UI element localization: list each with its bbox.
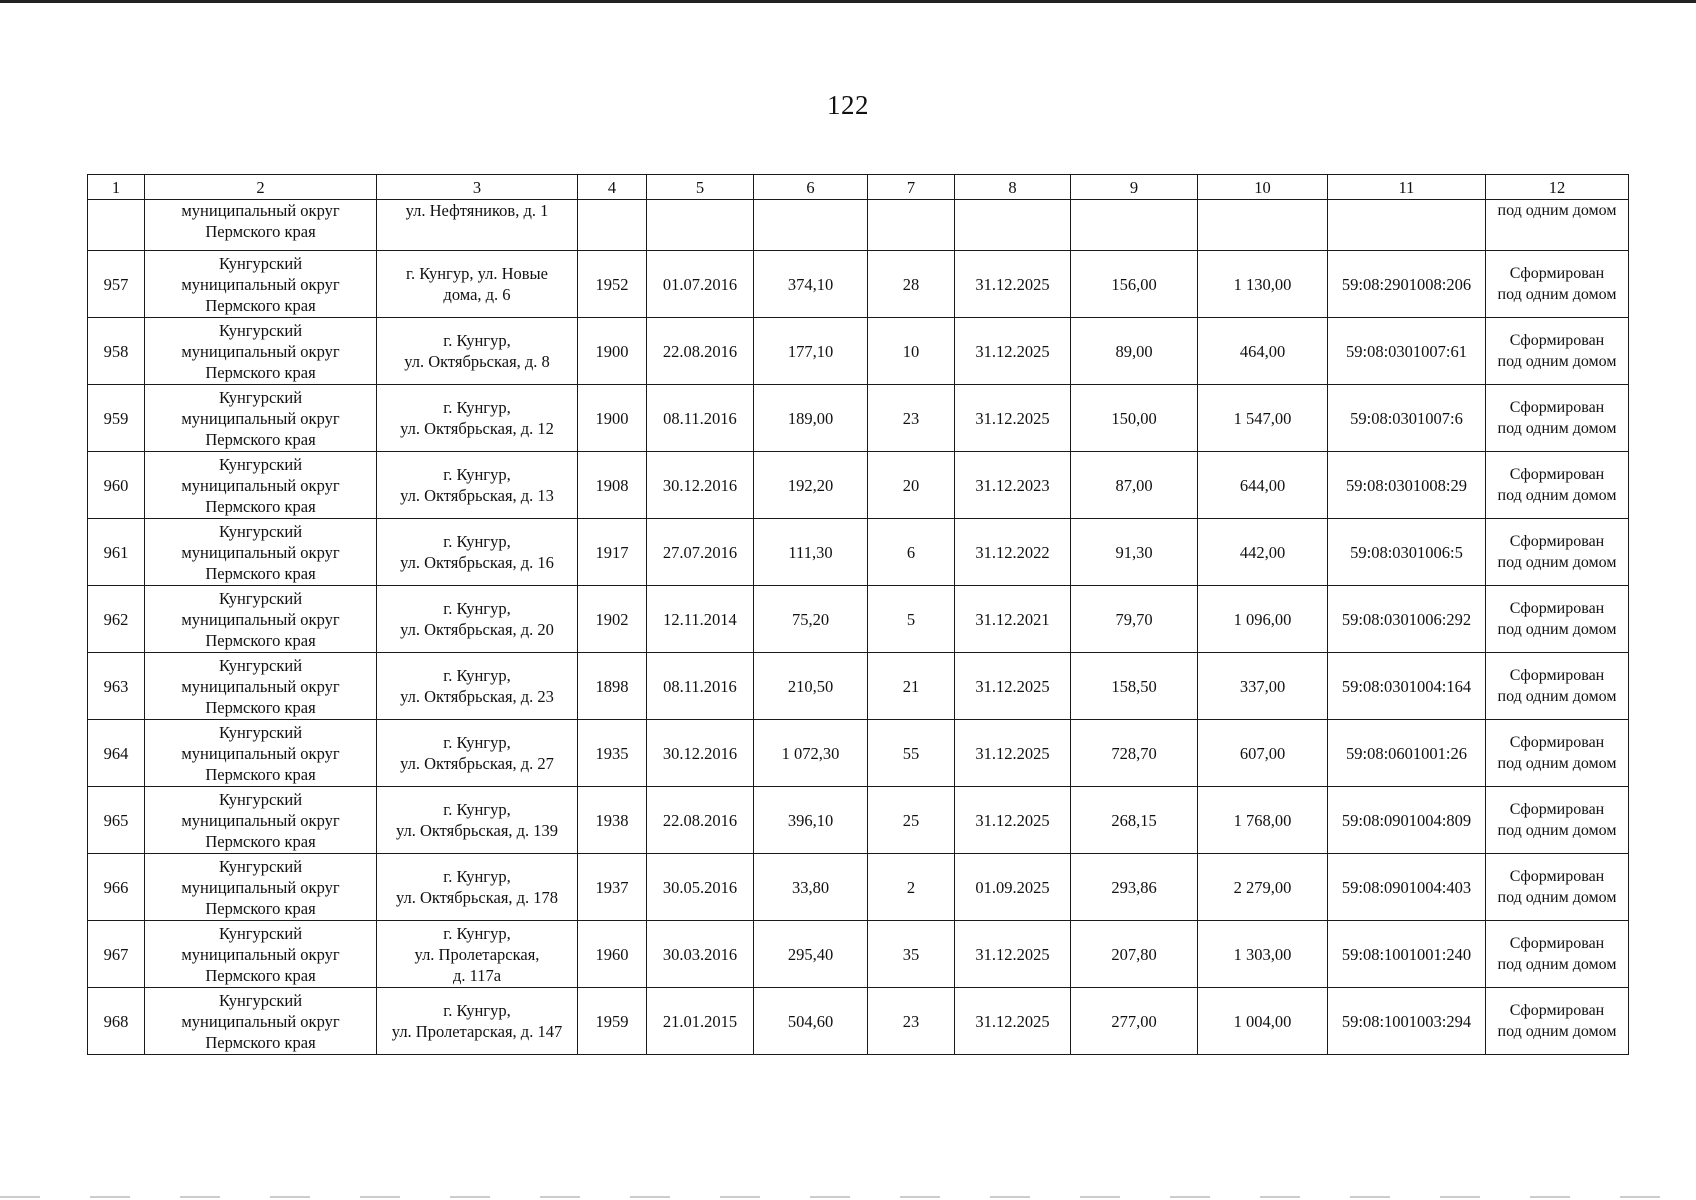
cell-area: 295,40 <box>754 921 868 988</box>
address-line: ул. Октябрьская, д. 178 <box>395 888 559 907</box>
cell-number: 962 <box>88 586 145 653</box>
cell-value-9: 207,80 <box>1071 921 1198 988</box>
cell-status <box>1486 921 1629 988</box>
cell-municipality <box>145 988 377 1055</box>
table-row <box>88 720 1629 787</box>
municipality-line: Пермского края <box>205 965 316 985</box>
table-row <box>88 653 1629 720</box>
cell-year-built: 1960 <box>578 921 647 988</box>
status-line: Сформирован <box>1509 935 1605 952</box>
cell-area: 75,20 <box>754 586 868 653</box>
cell-status <box>1486 385 1629 452</box>
cell-value-9 <box>1071 200 1198 251</box>
cell-date: 08.11.2016 <box>647 385 754 452</box>
cell-municipality <box>145 921 377 988</box>
cell-value-9: 91,30 <box>1071 519 1198 586</box>
cell-address <box>377 586 578 653</box>
address-line: г. Кунгур, <box>443 532 511 551</box>
municipality-line: Пермского края <box>205 898 316 918</box>
municipality-line: муниципальный округ <box>181 475 340 495</box>
cell-area <box>754 200 868 251</box>
cell-area: 33,80 <box>754 854 868 921</box>
cell-value-9: 79,70 <box>1071 586 1198 653</box>
cell-number: 966 <box>88 854 145 921</box>
status-line: под одним домом <box>1497 822 1617 839</box>
cell-municipality <box>145 720 377 787</box>
column-header-5: 5 <box>647 175 754 200</box>
cell-value-9: 158,50 <box>1071 653 1198 720</box>
status-line: под одним домом <box>1497 688 1617 705</box>
address-line: ул. Октябрьская, д. 20 <box>400 620 554 639</box>
table-row <box>88 318 1629 385</box>
cell-deadline <box>955 200 1071 251</box>
address-line: г. Кунгур, <box>443 599 511 618</box>
municipality-line: Пермского края <box>205 630 316 650</box>
municipality-line: Кунгурский <box>218 789 303 809</box>
table-row <box>88 385 1629 452</box>
column-header-3: 3 <box>377 175 578 200</box>
cell-residents: 25 <box>868 787 955 854</box>
cell-cadastral-number: 59:08:1001001:240 <box>1328 921 1486 988</box>
cell-number: 964 <box>88 720 145 787</box>
cell-area: 111,30 <box>754 519 868 586</box>
cell-date: 30.12.2016 <box>647 720 754 787</box>
cell-deadline: 31.12.2025 <box>955 988 1071 1055</box>
municipality-line: Кунгурский <box>218 722 303 742</box>
cell-value-9: 89,00 <box>1071 318 1198 385</box>
cell-municipality <box>145 318 377 385</box>
municipality-line: Пермского края <box>205 563 316 583</box>
cell-municipality <box>145 251 377 318</box>
cell-cadastral-number: 59:08:0301006:292 <box>1328 586 1486 653</box>
municipality-line: Кунгурский <box>218 454 303 474</box>
cell-value-10: 1 768,00 <box>1198 787 1328 854</box>
cell-address <box>377 720 578 787</box>
cell-area: 374,10 <box>754 251 868 318</box>
cell-year-built: 1952 <box>578 251 647 318</box>
scan-edge-artifact <box>0 1196 1696 1198</box>
cell-date: 08.11.2016 <box>647 653 754 720</box>
cell-date: 30.12.2016 <box>647 452 754 519</box>
address-line: ул. Октябрьская, д. 13 <box>400 486 554 505</box>
address-line: г. Кунгур, <box>443 867 511 886</box>
cell-municipality <box>145 854 377 921</box>
municipality-line: муниципальный округ <box>181 743 340 763</box>
cell-deadline: 31.12.2025 <box>955 653 1071 720</box>
cell-deadline: 31.12.2025 <box>955 251 1071 318</box>
status-line: Сформирован <box>1509 466 1605 483</box>
address-line: ул. Октябрьская, д. 27 <box>400 754 554 773</box>
municipality-line: Пермского края <box>205 831 316 851</box>
cell-value-10: 1 004,00 <box>1198 988 1328 1055</box>
municipality-line: Кунгурский <box>218 923 303 943</box>
cell-municipality <box>145 519 377 586</box>
cell-cadastral-number: 59:08:0301008:29 <box>1328 452 1486 519</box>
cell-cadastral-number: 59:08:0301004:164 <box>1328 653 1486 720</box>
cell-cadastral-number: 59:08:0301007:6 <box>1328 385 1486 452</box>
status-line: под одним домом <box>1497 286 1617 303</box>
municipality-line: Пермского края <box>205 697 316 717</box>
municipality-line: Пермского края <box>205 429 316 449</box>
status-line: Сформирован <box>1509 265 1605 282</box>
municipality-line: муниципальный округ <box>181 877 340 897</box>
cell-municipality <box>145 385 377 452</box>
municipality-line: муниципальный округ <box>181 408 340 428</box>
cell-status <box>1486 586 1629 653</box>
address-line: ул. Октябрьская, д. 8 <box>404 352 550 371</box>
column-header-11: 11 <box>1328 175 1486 200</box>
cell-date: 22.08.2016 <box>647 318 754 385</box>
cell-number: 968 <box>88 988 145 1055</box>
table-row <box>88 452 1629 519</box>
column-header-2: 2 <box>145 175 377 200</box>
cell-cadastral-number: 59:08:1001003:294 <box>1328 988 1486 1055</box>
cell-status <box>1486 988 1629 1055</box>
cell-value-10: 1 130,00 <box>1198 251 1328 318</box>
cell-value-9: 277,00 <box>1071 988 1198 1055</box>
cell-area: 1 072,30 <box>754 720 868 787</box>
cell-status <box>1486 787 1629 854</box>
cell-residents: 10 <box>868 318 955 385</box>
cell-value-9: 156,00 <box>1071 251 1198 318</box>
table-row <box>88 921 1629 988</box>
cell-area: 189,00 <box>754 385 868 452</box>
cell-number: 961 <box>88 519 145 586</box>
cell-year-built: 1935 <box>578 720 647 787</box>
cell-address <box>377 318 578 385</box>
status-line: под одним домом <box>1497 554 1617 571</box>
address-line: ул. Пролетарская, <box>414 944 540 964</box>
cell-deadline: 31.12.2025 <box>955 385 1071 452</box>
municipality-line: Кунгурский <box>218 655 303 675</box>
status-line: под одним домом <box>1497 621 1617 638</box>
cell-deadline: 31.12.2025 <box>955 787 1071 854</box>
table-row <box>88 586 1629 653</box>
cell-year-built: 1900 <box>578 385 647 452</box>
cell-area: 177,10 <box>754 318 868 385</box>
table-row <box>88 787 1629 854</box>
municipality-line: Пермского края <box>205 1032 316 1052</box>
cell-value-9: 293,86 <box>1071 854 1198 921</box>
municipality-line: муниципальный округ <box>181 676 340 696</box>
cell-address <box>377 452 578 519</box>
cell-year-built: 1908 <box>578 452 647 519</box>
cell-number: 959 <box>88 385 145 452</box>
cell-value-9: 87,00 <box>1071 452 1198 519</box>
cell-deadline: 31.12.2021 <box>955 586 1071 653</box>
cell-date <box>647 200 754 251</box>
status-line: под одним домом <box>1497 1023 1617 1040</box>
column-header-1: 1 <box>88 175 145 200</box>
cell-number <box>88 200 145 251</box>
municipality-line: муниципальный округ <box>181 810 340 830</box>
cell-number: 965 <box>88 787 145 854</box>
housing-registry-table <box>87 174 1629 1055</box>
table-row <box>88 988 1629 1055</box>
column-header-12: 12 <box>1486 175 1629 200</box>
cell-date: 12.11.2014 <box>647 586 754 653</box>
cell-area: 396,10 <box>754 787 868 854</box>
status-line: Сформирован <box>1509 801 1605 818</box>
municipality-line: Пермского края <box>205 764 316 784</box>
cell-area: 504,60 <box>754 988 868 1055</box>
status-line: под одним домом <box>1497 420 1617 437</box>
address-line: г. Кунгур, ул. Новые <box>406 264 548 283</box>
municipality-line: муниципальный округ <box>181 274 340 294</box>
municipality-line: муниципальный округ <box>181 1011 340 1031</box>
column-header-9: 9 <box>1071 175 1198 200</box>
cell-area: 192,20 <box>754 452 868 519</box>
address-line: ул. Октябрьская, д. 16 <box>400 553 554 572</box>
address-line: ул. Октябрьская, д. 139 <box>395 821 559 840</box>
cell-year-built: 1917 <box>578 519 647 586</box>
cell-municipality <box>145 586 377 653</box>
status-line: под одним домом <box>1497 889 1617 906</box>
column-header-7: 7 <box>868 175 955 200</box>
column-header-6: 6 <box>754 175 868 200</box>
cell-address <box>377 787 578 854</box>
municipality-line: Кунгурский <box>218 588 303 608</box>
municipality-line: муниципальный округ <box>181 944 340 964</box>
column-header-10: 10 <box>1198 175 1328 200</box>
cell-year-built: 1898 <box>578 653 647 720</box>
cell-address <box>377 854 578 921</box>
cell-value-9: 268,15 <box>1071 787 1198 854</box>
top-border-line <box>0 0 1696 3</box>
status-line: Сформирован <box>1509 399 1605 416</box>
cell-date: 30.03.2016 <box>647 921 754 988</box>
status-line: Сформирован <box>1509 734 1605 751</box>
municipality-line: Кунгурский <box>218 320 303 340</box>
cell-value-10 <box>1198 200 1328 251</box>
cell-status <box>1486 251 1629 318</box>
municipality-line: Пермского края <box>205 496 316 516</box>
status-line: Сформирован <box>1509 332 1605 349</box>
cell-residents: 20 <box>868 452 955 519</box>
cell-residents: 23 <box>868 988 955 1055</box>
status-line: под одним домом <box>1497 755 1617 772</box>
cell-status <box>1486 720 1629 787</box>
status-line: Сформирован <box>1509 533 1605 550</box>
address-line: г. Кунгур, <box>443 733 511 752</box>
cell-residents: 28 <box>868 251 955 318</box>
address-line: дома, д. 6 <box>443 285 511 304</box>
cell-deadline: 31.12.2025 <box>955 720 1071 787</box>
address-line: г. Кунгур, <box>443 465 511 484</box>
status-line: Сформирован <box>1509 868 1605 885</box>
cell-year-built: 1937 <box>578 854 647 921</box>
address-line: ул. Октябрьская, д. 12 <box>400 419 554 438</box>
cell-value-10: 464,00 <box>1198 318 1328 385</box>
municipality-line: муниципальный округ <box>181 609 340 629</box>
cell-deadline: 31.12.2025 <box>955 921 1071 988</box>
status-line: под одним домом <box>1497 353 1617 370</box>
cell-cadastral-number: 59:08:0601001:26 <box>1328 720 1486 787</box>
cell-address <box>377 519 578 586</box>
address-line: г. Кунгур, <box>443 666 511 685</box>
cell-cadastral-number: 59:08:0301007:61 <box>1328 318 1486 385</box>
cell-year-built <box>578 200 647 251</box>
cell-deadline: 31.12.2022 <box>955 519 1071 586</box>
cell-number: 958 <box>88 318 145 385</box>
column-header-8: 8 <box>955 175 1071 200</box>
cell-date: 27.07.2016 <box>647 519 754 586</box>
cell-value-10: 2 279,00 <box>1198 854 1328 921</box>
cell-value-9: 150,00 <box>1071 385 1198 452</box>
cell-deadline: 01.09.2025 <box>955 854 1071 921</box>
cell-municipality <box>145 452 377 519</box>
cell-year-built: 1959 <box>578 988 647 1055</box>
cell-number: 967 <box>88 921 145 988</box>
cell-status <box>1486 452 1629 519</box>
cell-address <box>377 653 578 720</box>
cell-status <box>1486 318 1629 385</box>
cell-residents: 23 <box>868 385 955 452</box>
cell-status <box>1486 854 1629 921</box>
cell-status <box>1486 653 1629 720</box>
municipality-line: муниципальный округ <box>181 341 340 361</box>
cell-residents: 35 <box>868 921 955 988</box>
cell-residents: 55 <box>868 720 955 787</box>
address-line: г. Кунгур, <box>443 800 511 819</box>
cell-residents <box>868 200 955 251</box>
cell-year-built: 1902 <box>578 586 647 653</box>
cell-municipality <box>145 653 377 720</box>
table-row <box>88 519 1629 586</box>
cell-residents: 21 <box>868 653 955 720</box>
table-row <box>88 854 1629 921</box>
cell-status: под одним домом <box>1486 200 1629 251</box>
status-line: Сформирован <box>1509 667 1605 684</box>
cell-deadline: 31.12.2025 <box>955 318 1071 385</box>
municipality-line: Кунгурский <box>218 990 303 1010</box>
cell-address <box>377 251 578 318</box>
cell-residents: 5 <box>868 586 955 653</box>
cell-cadastral-number: 59:08:0901004:403 <box>1328 854 1486 921</box>
cell-value-10: 1 303,00 <box>1198 921 1328 988</box>
cell-value-10: 644,00 <box>1198 452 1328 519</box>
municipality-line: Пермского края <box>205 295 316 315</box>
cell-year-built: 1900 <box>578 318 647 385</box>
address-line: г. Кунгур, <box>443 398 511 417</box>
status-line: Сформирован <box>1509 1002 1605 1019</box>
cell-deadline: 31.12.2023 <box>955 452 1071 519</box>
cell-value-10: 1 096,00 <box>1198 586 1328 653</box>
cell-address <box>377 921 578 988</box>
cell-date: 30.05.2016 <box>647 854 754 921</box>
status-line: под одним домом <box>1497 487 1617 504</box>
cell-address <box>377 988 578 1055</box>
address-line: г. Кунгур, <box>443 1001 511 1020</box>
cell-cadastral-number: 59:08:2901008:206 <box>1328 251 1486 318</box>
cell-residents: 2 <box>868 854 955 921</box>
column-number-row <box>88 175 1629 200</box>
cell-number: 957 <box>88 251 145 318</box>
cell-status <box>1486 519 1629 586</box>
cell-value-10: 442,00 <box>1198 519 1328 586</box>
cell-municipality <box>145 787 377 854</box>
cell-number: 960 <box>88 452 145 519</box>
municipality-line: Пермского края <box>205 362 316 382</box>
cell-area: 210,50 <box>754 653 868 720</box>
column-header-4: 4 <box>578 175 647 200</box>
municipality-line: Кунгурский <box>218 521 303 541</box>
cell-date: 21.01.2015 <box>647 988 754 1055</box>
address-line: г. Кунгур, <box>443 331 511 350</box>
table-row <box>88 251 1629 318</box>
cell-value-9: 728,70 <box>1071 720 1198 787</box>
cell-year-built: 1938 <box>578 787 647 854</box>
continuation-row <box>88 200 1629 251</box>
cell-value-10: 337,00 <box>1198 653 1328 720</box>
municipality-line: Кунгурский <box>218 387 303 407</box>
cell-value-10: 1 547,00 <box>1198 385 1328 452</box>
cell-number: 963 <box>88 653 145 720</box>
address-line: ул. Октябрьская, д. 23 <box>400 687 554 706</box>
municipality-line: Кунгурский <box>218 253 303 273</box>
cell-value-10: 607,00 <box>1198 720 1328 787</box>
cell-cadastral-number <box>1328 200 1486 251</box>
cell-residents: 6 <box>868 519 955 586</box>
municipality-line: муниципальный округ <box>181 542 340 562</box>
cell-address <box>377 385 578 452</box>
address-line: г. Кунгур, <box>443 923 511 943</box>
address-line: ул. Пролетарская, д. 147 <box>391 1022 563 1041</box>
address-line: д. 117а <box>452 965 502 985</box>
page-number: 122 <box>827 90 869 120</box>
cell-date: 01.07.2016 <box>647 251 754 318</box>
municipality-line: Кунгурский <box>218 856 303 876</box>
status-line: Сформирован <box>1509 600 1605 617</box>
cell-cadastral-number: 59:08:0901004:809 <box>1328 787 1486 854</box>
cell-date: 22.08.2016 <box>647 787 754 854</box>
cell-municipality: муниципальный округ Пермского края <box>145 200 377 251</box>
cell-cadastral-number: 59:08:0301006:5 <box>1328 519 1486 586</box>
status-line: под одним домом <box>1497 956 1617 973</box>
cell-address: ул. Нефтяников, д. 1 <box>377 200 578 251</box>
